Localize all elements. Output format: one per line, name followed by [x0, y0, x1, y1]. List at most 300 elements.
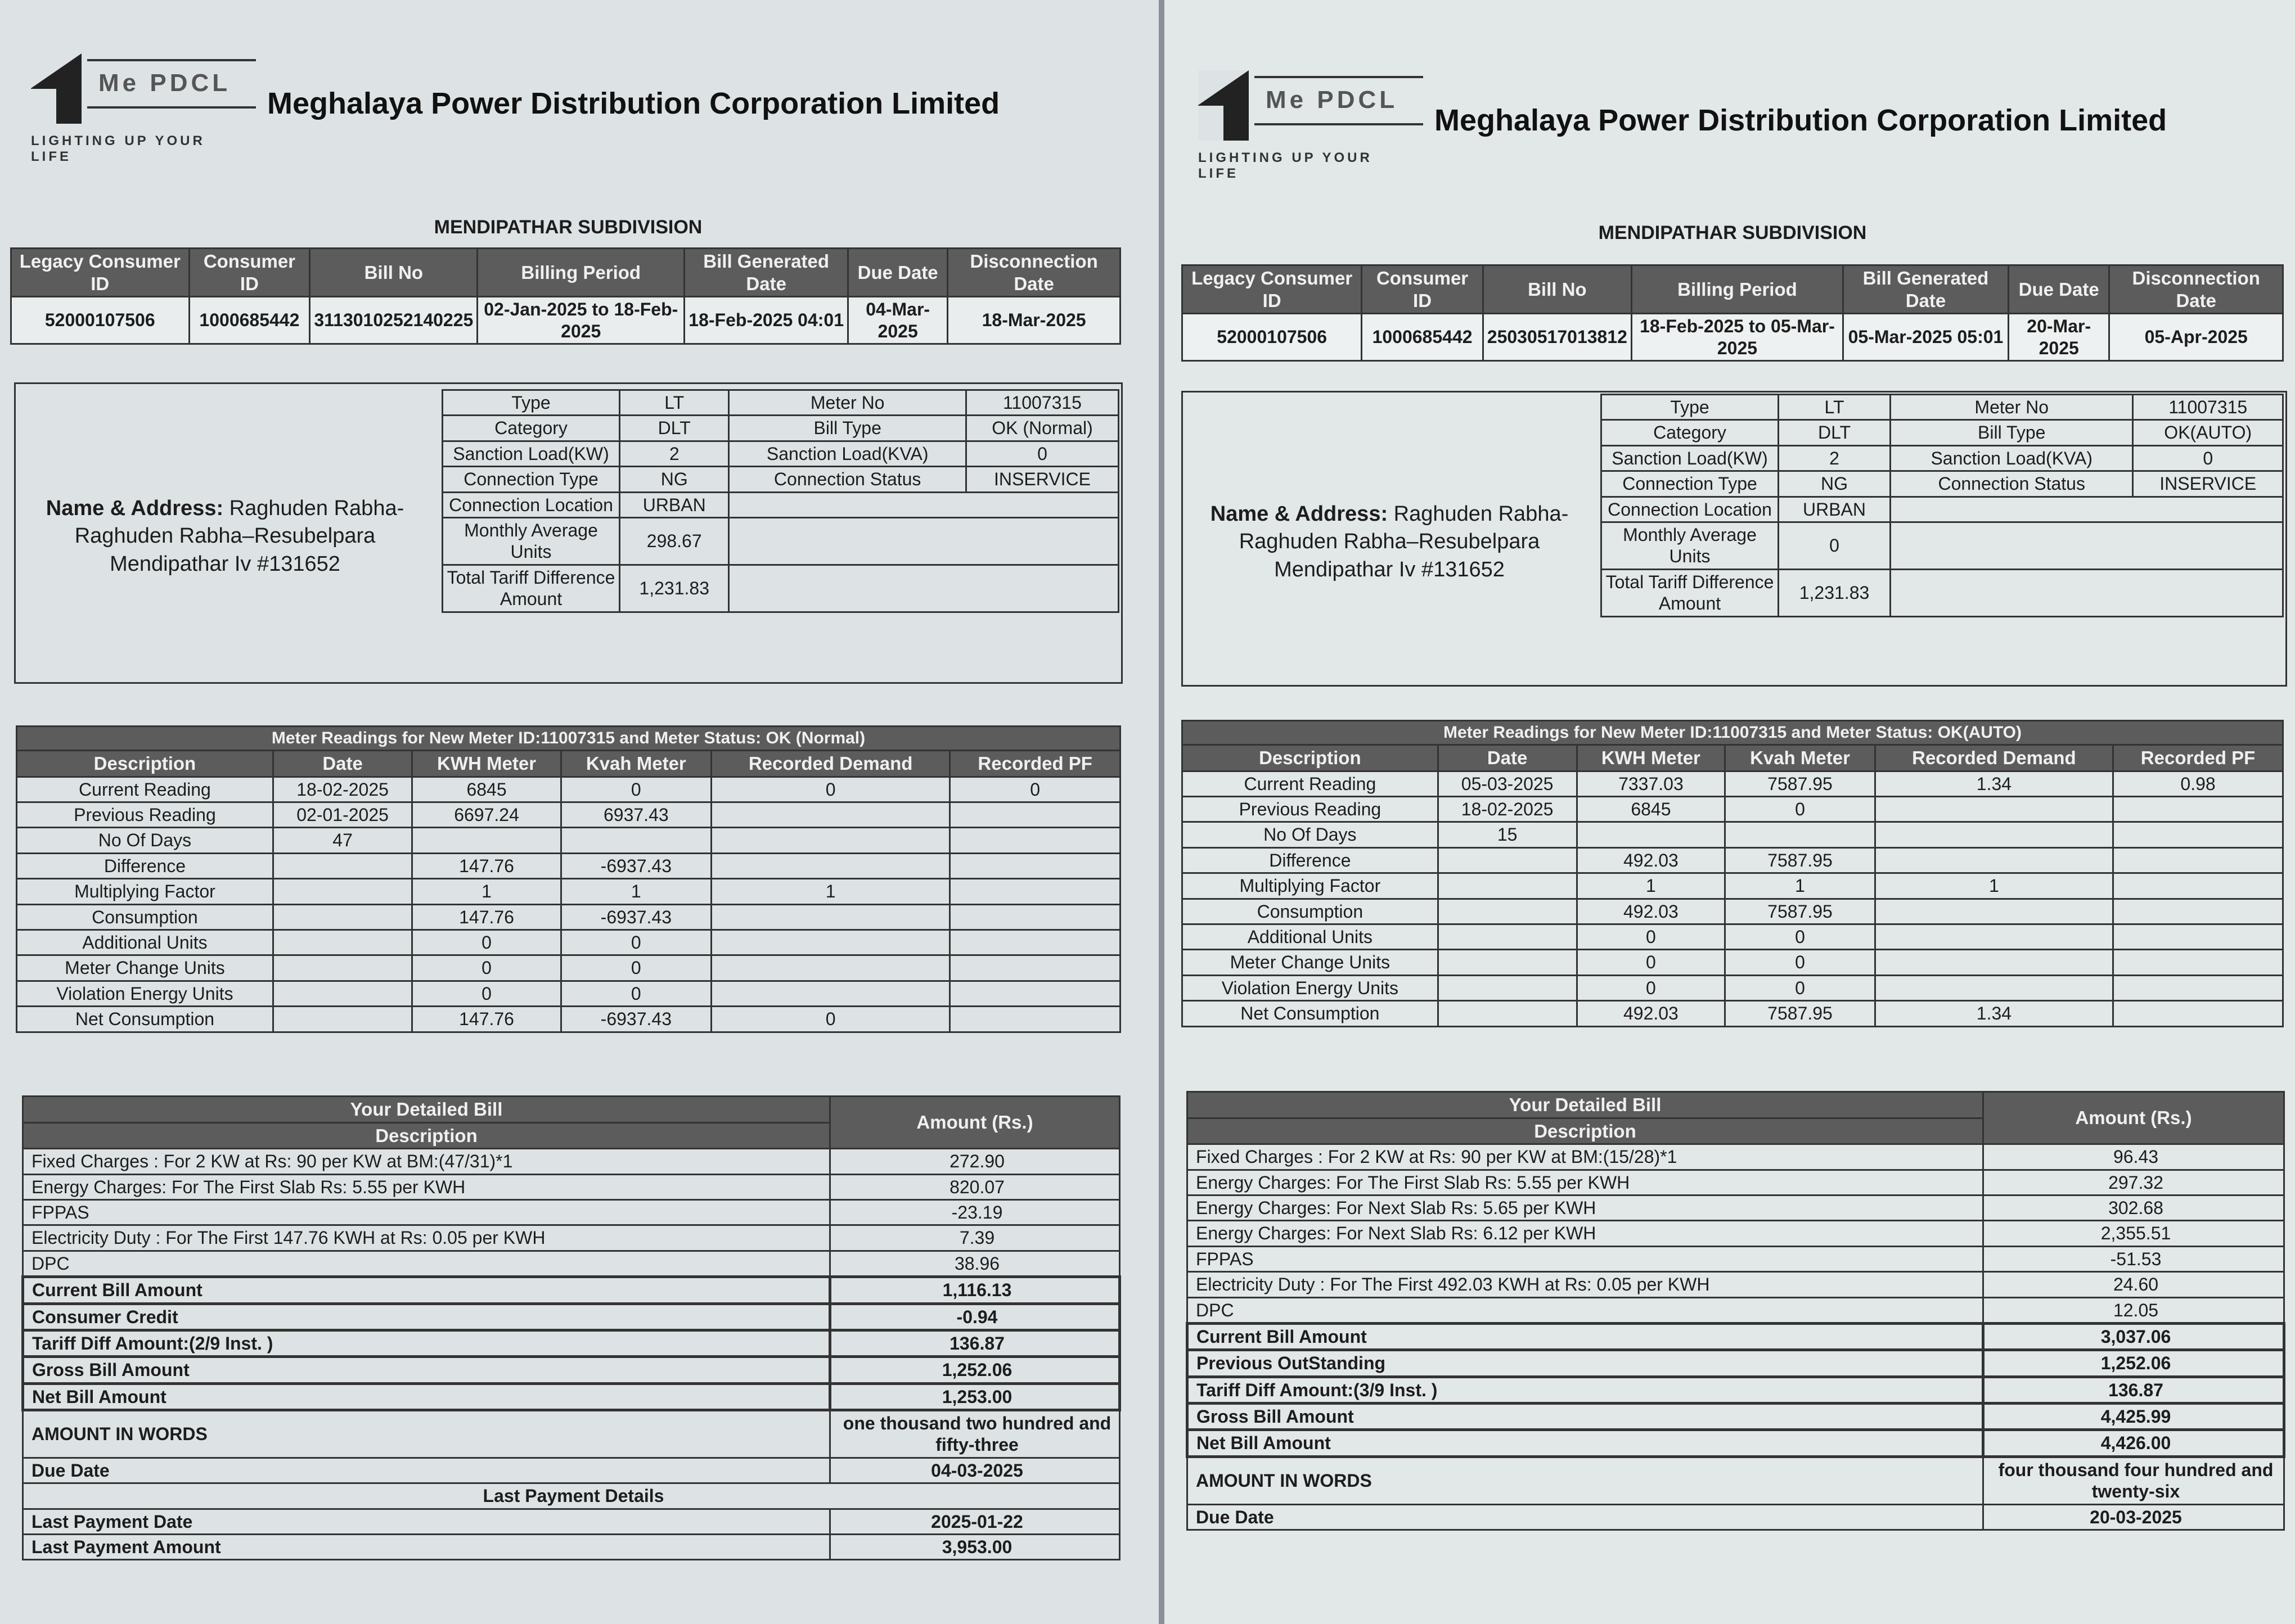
col-due-date: Due Date: [2008, 265, 2109, 314]
summary-amount: 3,037.06: [1983, 1323, 2284, 1350]
meter-cell: 1: [1725, 873, 1875, 899]
summary-label: Consumer Credit: [23, 1303, 830, 1330]
summary-amount: 1,252.06: [1983, 1350, 2284, 1377]
col-due-date: Due Date: [848, 249, 948, 297]
meter-cell: [1875, 950, 2113, 975]
category-label: Category: [1601, 420, 1779, 445]
meter-cell: [273, 930, 412, 955]
meter-cell: [1438, 924, 1577, 949]
monthly-avg-label: Monthly Average Units: [1601, 522, 1779, 569]
meter-cell: [273, 853, 412, 878]
bill-line-amount: 2,355.51: [1983, 1221, 2284, 1246]
bill-line: [23, 1251, 1120, 1276]
address-line-1: Raghuden Rabha–Resubelpara: [1239, 530, 1540, 554]
meter-row: [1182, 950, 2283, 975]
meter-cell: 7587.95: [1725, 771, 1875, 796]
meter-readings-title: Meter Readings for New Meter ID:11007315 and Meter Status: OK (Normal): [17, 727, 1120, 751]
meter-cell: [950, 955, 1120, 981]
summary-row: [1187, 1377, 2284, 1403]
meter-cell: [950, 802, 1120, 827]
connection-info-table: [442, 389, 1119, 613]
bill-summary-rows: [1187, 1323, 2284, 1456]
summary-row: [23, 1383, 1120, 1410]
meter-row-label: No Of Days: [1182, 822, 1438, 847]
meter-cell: [1725, 822, 1875, 847]
logo-mark: [1198, 70, 1249, 141]
meter-row: [17, 930, 1120, 955]
meter-cell: [1875, 847, 2113, 873]
sanction-load-kva-label: Sanction Load(KVA): [729, 441, 966, 466]
connection-location-label: Connection Location: [1601, 497, 1779, 522]
meter-col-header: Date: [273, 751, 412, 777]
company-name: Meghalaya Power Distribution Corporation Limited: [267, 87, 1000, 120]
due-date-label: Due Date: [23, 1458, 830, 1483]
meter-cell: 1: [412, 879, 561, 904]
meter-col-header: Kvah Meter: [1725, 745, 1875, 772]
bill-type-value: OK(AUTO): [2133, 420, 2283, 445]
col-disconnection: Disconnection Date: [948, 249, 1120, 297]
meter-column-headers: [1182, 745, 2283, 772]
bill-line: [23, 1149, 1120, 1174]
meter-cell: [950, 879, 1120, 904]
meter-col-header: KWH Meter: [1577, 745, 1725, 772]
summary-label: Previous OutStanding: [1187, 1350, 1983, 1377]
meter-readings-table: [1181, 720, 2284, 1027]
summary-label: Gross Bill Amount: [23, 1357, 830, 1383]
col-billing-period: Billing Period: [478, 249, 685, 297]
subdivision-title: MENDIPATHAR SUBDIVISION: [434, 216, 703, 238]
bill-type-label: Bill Type: [729, 416, 966, 441]
bill-line: [1187, 1246, 2284, 1271]
bill-line-amount: 38.96: [830, 1251, 1120, 1276]
summary-row: [1187, 1323, 2284, 1350]
due-date-label: Due Date: [1187, 1504, 1983, 1530]
meter-no-value: 11007315: [966, 390, 1118, 416]
sanction-load-kva-value: 0: [2133, 445, 2283, 471]
meter-cell: 147.76: [412, 853, 561, 878]
tariff-diff-label: Total Tariff Difference Amount: [1601, 569, 1779, 616]
bill-line-description: FPPAS: [23, 1199, 830, 1225]
summary-label: Tariff Diff Amount:(2/9 Inst. ): [23, 1330, 830, 1356]
col-legacy-id: Legacy Consumer ID: [11, 249, 190, 297]
company-logo: [31, 53, 250, 164]
meter-col-header: Kvah Meter: [561, 751, 711, 777]
name-address-label: Name & Address:: [46, 497, 224, 520]
meter-row: [1182, 975, 2283, 1000]
amount-in-words-value: one thousand two hundred and fifty-three: [830, 1410, 1120, 1458]
summary-amount: 136.87: [830, 1330, 1120, 1356]
tariff-diff-label: Total Tariff Difference Amount: [443, 565, 620, 612]
meter-cell: [273, 981, 412, 1006]
meter-cell: 0: [412, 981, 561, 1006]
sanction-load-kw-value: 2: [1779, 445, 1891, 471]
meter-row: [1182, 924, 2283, 949]
meter-cell: [273, 904, 412, 930]
bill-line: [1187, 1144, 2284, 1170]
meter-cell: -6937.43: [561, 1007, 711, 1032]
bill-line: [23, 1199, 1120, 1225]
detailed-bill-rows: [1187, 1144, 2284, 1324]
address-line-2: Mendipathar Iv #131652: [110, 552, 340, 576]
meter-cell: [711, 828, 950, 853]
summary-row: [23, 1303, 1120, 1330]
meter-cell: 0: [1577, 924, 1725, 949]
amount-in-words-value: four thousand four hundred and twenty-six: [1983, 1456, 2284, 1504]
meter-cell: 0: [1725, 924, 1875, 949]
bill-line-description: Energy Charges: For Next Slab Rs: 6.12 per KWH: [1187, 1221, 1983, 1246]
billing-period-value: 18-Feb-2025 to 05-Mar-2025: [1631, 314, 1843, 361]
bill-line-description: DPC: [23, 1251, 830, 1276]
bill-line-description: Energy Charges: For The First Slab Rs: 5.55 per KWH: [23, 1174, 830, 1199]
meter-row: [17, 904, 1120, 930]
bill-line-amount: 96.43: [1983, 1144, 2284, 1170]
summary-row: [1187, 1430, 2284, 1456]
col-billing-period: Billing Period: [1631, 265, 1843, 314]
meter-cell: [711, 981, 950, 1006]
summary-label: Gross Bill Amount: [1187, 1404, 1983, 1430]
bill-generated-value: 18-Feb-2025 04:01: [685, 297, 848, 344]
summary-amount: -0.94: [830, 1303, 1120, 1330]
meter-cell: [412, 828, 561, 853]
meter-cell: [1875, 975, 2113, 1000]
col-consumer-id: Consumer ID: [1362, 265, 1483, 314]
meter-cell: 7587.95: [1725, 1001, 1875, 1026]
connection-status-label: Connection Status: [729, 467, 966, 492]
meter-row-label: Multiplying Factor: [17, 879, 273, 904]
meter-cell: 6845: [1577, 796, 1725, 822]
meter-row-label: Consumption: [1182, 899, 1438, 924]
meter-cell: -6937.43: [561, 853, 711, 878]
meter-row-label: Current Reading: [17, 777, 273, 802]
tariff-diff-value: 1,231.83: [1779, 569, 1891, 616]
meter-cell: 6845: [412, 777, 561, 802]
logo-tagline: LIGHTING UP YOUR LIFE: [1198, 150, 1372, 181]
meter-row-label: Current Reading: [1182, 771, 1438, 796]
meter-row-label: Additional Units: [1182, 924, 1438, 949]
summary-row: [1187, 1404, 2284, 1430]
summary-label: Current Bill Amount: [1187, 1323, 1983, 1350]
empty-cell: [729, 492, 1119, 517]
meter-cell: 0: [711, 777, 950, 802]
meter-row: [17, 955, 1120, 981]
category-value: DLT: [620, 416, 729, 441]
meter-readings-table: [16, 725, 1121, 1033]
bill-line: [1187, 1297, 2284, 1323]
meter-readings-body: [17, 777, 1120, 1032]
meter-cell: 492.03: [1577, 899, 1725, 924]
meter-row: [17, 777, 1120, 802]
meter-cell: [2113, 873, 2283, 899]
meter-cell: 1: [1577, 873, 1725, 899]
connection-type-value: NG: [1779, 471, 1891, 497]
meter-row-label: Meter Change Units: [1182, 950, 1438, 975]
meter-cell: 1: [1875, 873, 2113, 899]
bill-line: [23, 1174, 1120, 1199]
detailed-bill-table: [1186, 1091, 2285, 1531]
sanction-load-kva-label: Sanction Load(KVA): [1891, 445, 2133, 471]
bill-line-amount: 24.60: [1983, 1272, 2284, 1297]
meter-cell: [2113, 847, 2283, 873]
meter-cell: [2113, 796, 2283, 822]
connection-status-value: INSERVICE: [2133, 471, 2283, 497]
address-line-2: Mendipathar Iv #131652: [1274, 557, 1505, 581]
last-payment-amount-value: 3,953.00: [830, 1535, 1120, 1560]
bill-line-amount: 12.05: [1983, 1297, 2284, 1323]
meter-row: [17, 802, 1120, 827]
meter-cell: 1.34: [1875, 1001, 2113, 1026]
bill-header-table: [1181, 264, 2284, 362]
company-logo: [1198, 70, 1418, 181]
connection-status-label: Connection Status: [1891, 471, 2133, 497]
bill-line-amount: 302.68: [1983, 1195, 2284, 1220]
meter-cell: 0: [950, 777, 1120, 802]
bill-line-amount: -23.19: [830, 1199, 1120, 1225]
sanction-load-kw-value: 2: [620, 441, 729, 466]
meter-cell: 1: [711, 879, 950, 904]
meter-cell: [711, 955, 950, 981]
meter-cell: 0: [561, 930, 711, 955]
summary-label: Tariff Diff Amount:(3/9 Inst. ): [1187, 1377, 1983, 1403]
meter-row: [1182, 796, 2283, 822]
meter-cell: 6937.43: [561, 802, 711, 827]
meter-cell: [2113, 899, 2283, 924]
meter-cell: 0: [1725, 975, 1875, 1000]
meter-cell: [2113, 1001, 2283, 1026]
bill-summary-rows: [23, 1277, 1120, 1410]
meter-cell: 492.03: [1577, 847, 1725, 873]
subdivision-title: MENDIPATHAR SUBDIVISION: [1598, 222, 1867, 243]
meter-cell: 492.03: [1577, 1001, 1725, 1026]
meter-cell: [711, 904, 950, 930]
consumer-name: Raghuden Rabha-: [229, 497, 404, 520]
bill-line-amount: 297.32: [1983, 1170, 2284, 1195]
meter-row-label: Net Consumption: [17, 1007, 273, 1032]
meter-row-label: Consumption: [17, 904, 273, 930]
bill-type-label: Bill Type: [1891, 420, 2133, 445]
detailed-bill-rows: [23, 1149, 1120, 1277]
meter-cell: 47: [273, 828, 412, 853]
meter-no-label: Meter No: [729, 390, 966, 416]
meter-cell: 1.34: [1875, 771, 2113, 796]
monthly-avg-value: 298.67: [620, 517, 729, 565]
type-value: LT: [620, 390, 729, 416]
meter-row: [1182, 822, 2283, 847]
meter-cell: [1438, 873, 1577, 899]
page-fold: [1159, 0, 1164, 1624]
consumer-id-value: 1000685442: [189, 297, 310, 344]
connection-location-value: URBAN: [620, 492, 729, 517]
meter-cell: [711, 930, 950, 955]
connection-location-value: URBAN: [1779, 497, 1891, 522]
meter-cell: [1438, 950, 1577, 975]
meter-cell: [950, 828, 1120, 853]
meter-cell: [950, 981, 1120, 1006]
col-consumer-id: Consumer ID: [189, 249, 310, 297]
billing-period-value: 02-Jan-2025 to 18-Feb-2025: [478, 297, 685, 344]
empty-cell: [1891, 522, 2283, 569]
summary-amount: 1,252.06: [830, 1357, 1120, 1383]
summary-label: Net Bill Amount: [23, 1383, 830, 1410]
meter-cell: 7587.95: [1725, 899, 1875, 924]
due-date-footer-value: 20-03-2025: [1983, 1504, 2284, 1530]
meter-cell: 147.76: [412, 904, 561, 930]
bill-line-description: Electricity Duty : For The First 492.03 KWH at Rs: 0.05 per KWH: [1187, 1272, 1983, 1297]
meter-cell: [2113, 924, 2283, 949]
meter-cell: 0: [1577, 975, 1725, 1000]
summary-label: Current Bill Amount: [23, 1277, 830, 1303]
meter-cell: 6697.24: [412, 802, 561, 827]
description-header: Description: [1187, 1118, 1983, 1144]
meter-row: [17, 828, 1120, 853]
meter-cell: [1875, 899, 2113, 924]
empty-cell: [1891, 497, 2283, 522]
due-date-footer-value: 04-03-2025: [830, 1458, 1120, 1483]
summary-amount: 4,426.00: [1983, 1430, 2284, 1456]
meter-cell: 0: [711, 1007, 950, 1032]
col-disconnection: Disconnection Date: [2109, 265, 2283, 314]
meter-col-header: Description: [17, 751, 273, 777]
meter-cell: [711, 802, 950, 827]
sanction-load-kva-value: 0: [966, 441, 1118, 466]
meter-no-value: 11007315: [2133, 395, 2283, 420]
sanction-load-kw-label: Sanction Load(KW): [1601, 445, 1779, 471]
page-header: [31, 53, 1000, 164]
meter-cell: 0: [561, 955, 711, 981]
bill-line-amount: 272.90: [830, 1149, 1120, 1174]
col-bill-no: Bill No: [1483, 265, 1631, 314]
meter-col-header: KWH Meter: [412, 751, 561, 777]
bill-line-amount: 7.39: [830, 1225, 1120, 1251]
meter-cell: [950, 853, 1120, 878]
meter-cell: [950, 904, 1120, 930]
meter-cell: 15: [1438, 822, 1577, 847]
connection-type-label: Connection Type: [443, 467, 620, 492]
meter-col-header: Recorded PF: [950, 751, 1120, 777]
legacy-id-value: 52000107506: [11, 297, 190, 344]
summary-row: [23, 1277, 1120, 1303]
bill-line-amount: -51.53: [1983, 1246, 2284, 1271]
meter-cell: [711, 853, 950, 878]
meter-cell: 0: [1577, 950, 1725, 975]
meter-cell: [273, 1007, 412, 1032]
amount-header: Amount (Rs.): [1983, 1092, 2284, 1144]
meter-cell: 18-02-2025: [273, 777, 412, 802]
meter-cell: [1875, 796, 2113, 822]
logo-brand-text: Me PDCL: [1254, 76, 1423, 125]
bill-generated-value: 05-Mar-2025 05:01: [1843, 314, 2008, 361]
meter-row: [17, 879, 1120, 904]
col-legacy-id: Legacy Consumer ID: [1182, 265, 1362, 314]
meter-cell: 0: [1725, 796, 1875, 822]
meter-cell: 7587.95: [1725, 847, 1875, 873]
bill-line: [1187, 1170, 2284, 1195]
due-date-value: 20-Mar-2025: [2008, 314, 2109, 361]
sanction-load-kw-label: Sanction Load(KW): [443, 441, 620, 466]
meter-row-label: Difference: [1182, 847, 1438, 873]
name-address: [34, 495, 416, 578]
monthly-avg-label: Monthly Average Units: [443, 517, 620, 565]
meter-cell: [561, 828, 711, 853]
meter-col-header: Recorded Demand: [1875, 745, 2113, 772]
meter-row-label: Violation Energy Units: [17, 981, 273, 1006]
description-header: Description: [23, 1122, 830, 1149]
connection-type-value: NG: [620, 467, 729, 492]
meter-cell: 0: [412, 930, 561, 955]
empty-cell: [1891, 569, 2283, 616]
meter-row: [1182, 847, 2283, 873]
meter-cell: 05-03-2025: [1438, 771, 1577, 796]
meter-row-label: Previous Reading: [17, 802, 273, 827]
summary-amount: 4,425.99: [1983, 1404, 2284, 1430]
bill-line: [1187, 1195, 2284, 1220]
meter-cell: 1: [561, 879, 711, 904]
col-bill-generated: Bill Generated Date: [685, 249, 848, 297]
meter-cell: [1438, 899, 1577, 924]
last-payment-title: Last Payment Details: [23, 1483, 1120, 1509]
meter-col-header: Description: [1182, 745, 1438, 772]
meter-row-label: Violation Energy Units: [1182, 975, 1438, 1000]
meter-cell: 0: [561, 981, 711, 1006]
bill-line: [1187, 1272, 2284, 1297]
last-payment-date-value: 2025-01-22: [830, 1509, 1120, 1534]
meter-row-label: Multiplying Factor: [1182, 873, 1438, 899]
meter-cell: [2113, 822, 2283, 847]
bill-header-table: [10, 247, 1121, 345]
last-payment-date-label: Last Payment Date: [23, 1509, 830, 1534]
meter-column-headers: [17, 751, 1120, 777]
meter-row-label: Previous Reading: [1182, 796, 1438, 822]
meter-row: [1182, 771, 2283, 796]
category-value: DLT: [1779, 420, 1891, 445]
logo-mark: [31, 53, 82, 124]
detailed-bill-title: Your Detailed Bill: [1187, 1092, 1983, 1118]
meter-col-header: Recorded Demand: [711, 751, 950, 777]
bill-no-value: 3113010252140225: [310, 297, 478, 344]
bill-line-description: FPPAS: [1187, 1246, 1983, 1271]
name-address: [1198, 500, 1581, 584]
meter-row: [1182, 899, 2283, 924]
last-payment-amount-label: Last Payment Amount: [23, 1535, 830, 1560]
logo-brand-text: Me PDCL: [87, 59, 256, 109]
company-name: Meghalaya Power Distribution Corporation Limited: [1434, 103, 2167, 137]
empty-cell: [729, 565, 1119, 612]
bill-line-description: Fixed Charges : For 2 KW at Rs: 90 per KW at BM:(15/28)*1: [1187, 1144, 1983, 1170]
disconnection-value: 18-Mar-2025: [948, 297, 1120, 344]
category-label: Category: [443, 416, 620, 441]
meter-cell: [950, 1007, 1120, 1032]
col-bill-no: Bill No: [310, 249, 478, 297]
meter-row: [17, 853, 1120, 878]
summary-amount: 136.87: [1983, 1377, 2284, 1403]
meter-cell: [1577, 822, 1725, 847]
bill-type-value: OK (Normal): [966, 416, 1118, 441]
meter-cell: [1875, 822, 2113, 847]
meter-cell: 7337.03: [1577, 771, 1725, 796]
meter-row-label: Difference: [17, 853, 273, 878]
summary-amount: 1,253.00: [830, 1383, 1120, 1410]
empty-cell: [729, 517, 1119, 565]
disconnection-value: 05-Apr-2025: [2109, 314, 2283, 361]
bill-line-description: DPC: [1187, 1297, 1983, 1323]
summary-row: [23, 1357, 1120, 1383]
monthly-avg-value: 0: [1779, 522, 1891, 569]
connection-status-value: INSERVICE: [966, 467, 1118, 492]
meter-cell: [273, 879, 412, 904]
consumer-name: Raghuden Rabha-: [1393, 502, 1569, 526]
meter-cell: [1875, 924, 2113, 949]
bill-line-description: Electricity Duty : For The First 147.76 KWH at Rs: 0.05 per KWH: [23, 1225, 830, 1251]
meter-cell: [1438, 847, 1577, 873]
